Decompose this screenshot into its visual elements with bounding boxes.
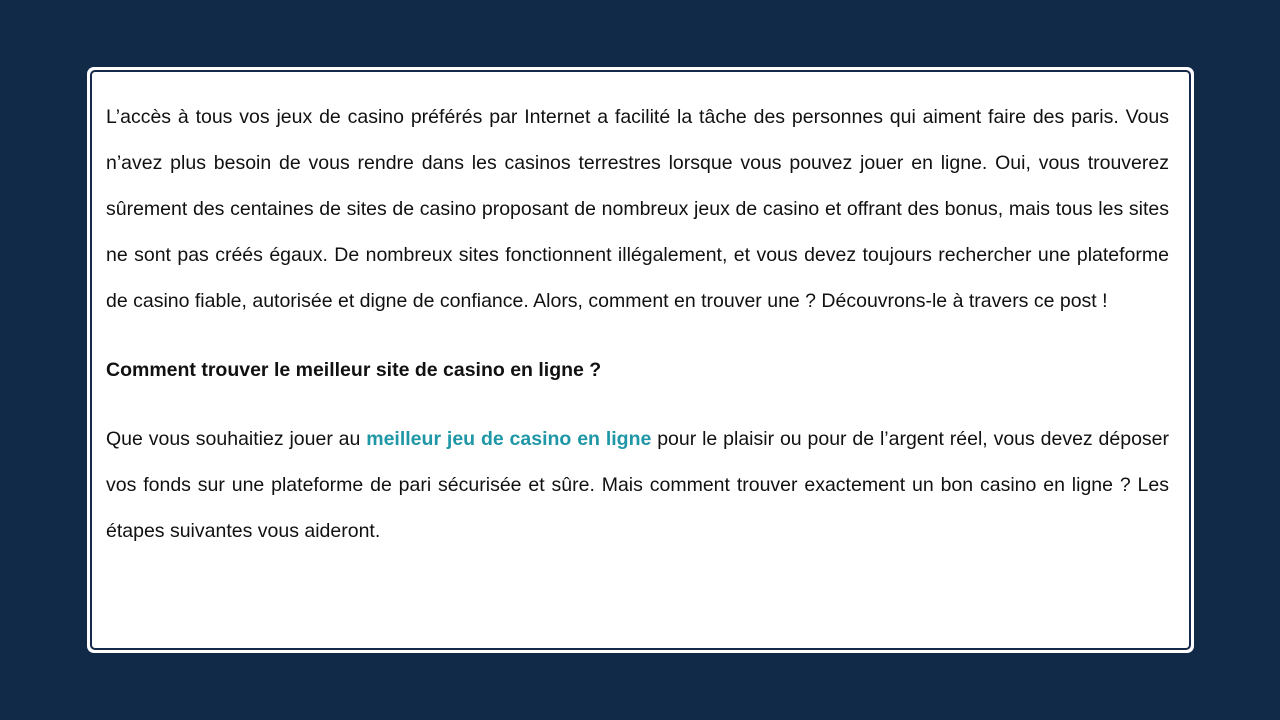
section-heading: Comment trouver le meilleur site de casino en ligne ?: [106, 359, 602, 381]
casino-game-link[interactable]: meilleur jeu de casino en ligne: [366, 428, 652, 450]
body-text-after-link: pour le plaisir ou pour de l’argent réel, vous devez déposer vos fonds sur une plateforme de pari sécurisée et sûre. Mais comment trouver exactement un bon casino en ligne ? Les étapes suivantes vous aideront.: [106, 428, 1170, 542]
body-text-before-link: Que vous souhaitiez jouer au: [106, 428, 367, 450]
article-content: [106, 94, 1169, 554]
article-card: [90, 70, 1191, 650]
body-paragraph: [106, 416, 1169, 554]
intro-paragraph: L’accès à tous vos jeux de casino préférés par Internet a facilité la tâche des personnes qui aiment faire des paris. Vous n’avez plus besoin de vous rendre dans les casinos terrestres lorsque vous pouvez jouer en ligne. Oui, vous trouverez sûrement des centaines de sites de casino proposant de nombreux jeux de casino et offrant des bonus, mais tous les sites ne sont pas créés égaux. De nombreux sites fonctionnent illégalement, et vous devez toujours rechercher une plateforme de casino fiable, autorisée et digne de confiance. Alors, comment en trouver une ? Découvrons-le à travers ce post !: [106, 106, 1169, 312]
article-frame: [87, 67, 1194, 653]
